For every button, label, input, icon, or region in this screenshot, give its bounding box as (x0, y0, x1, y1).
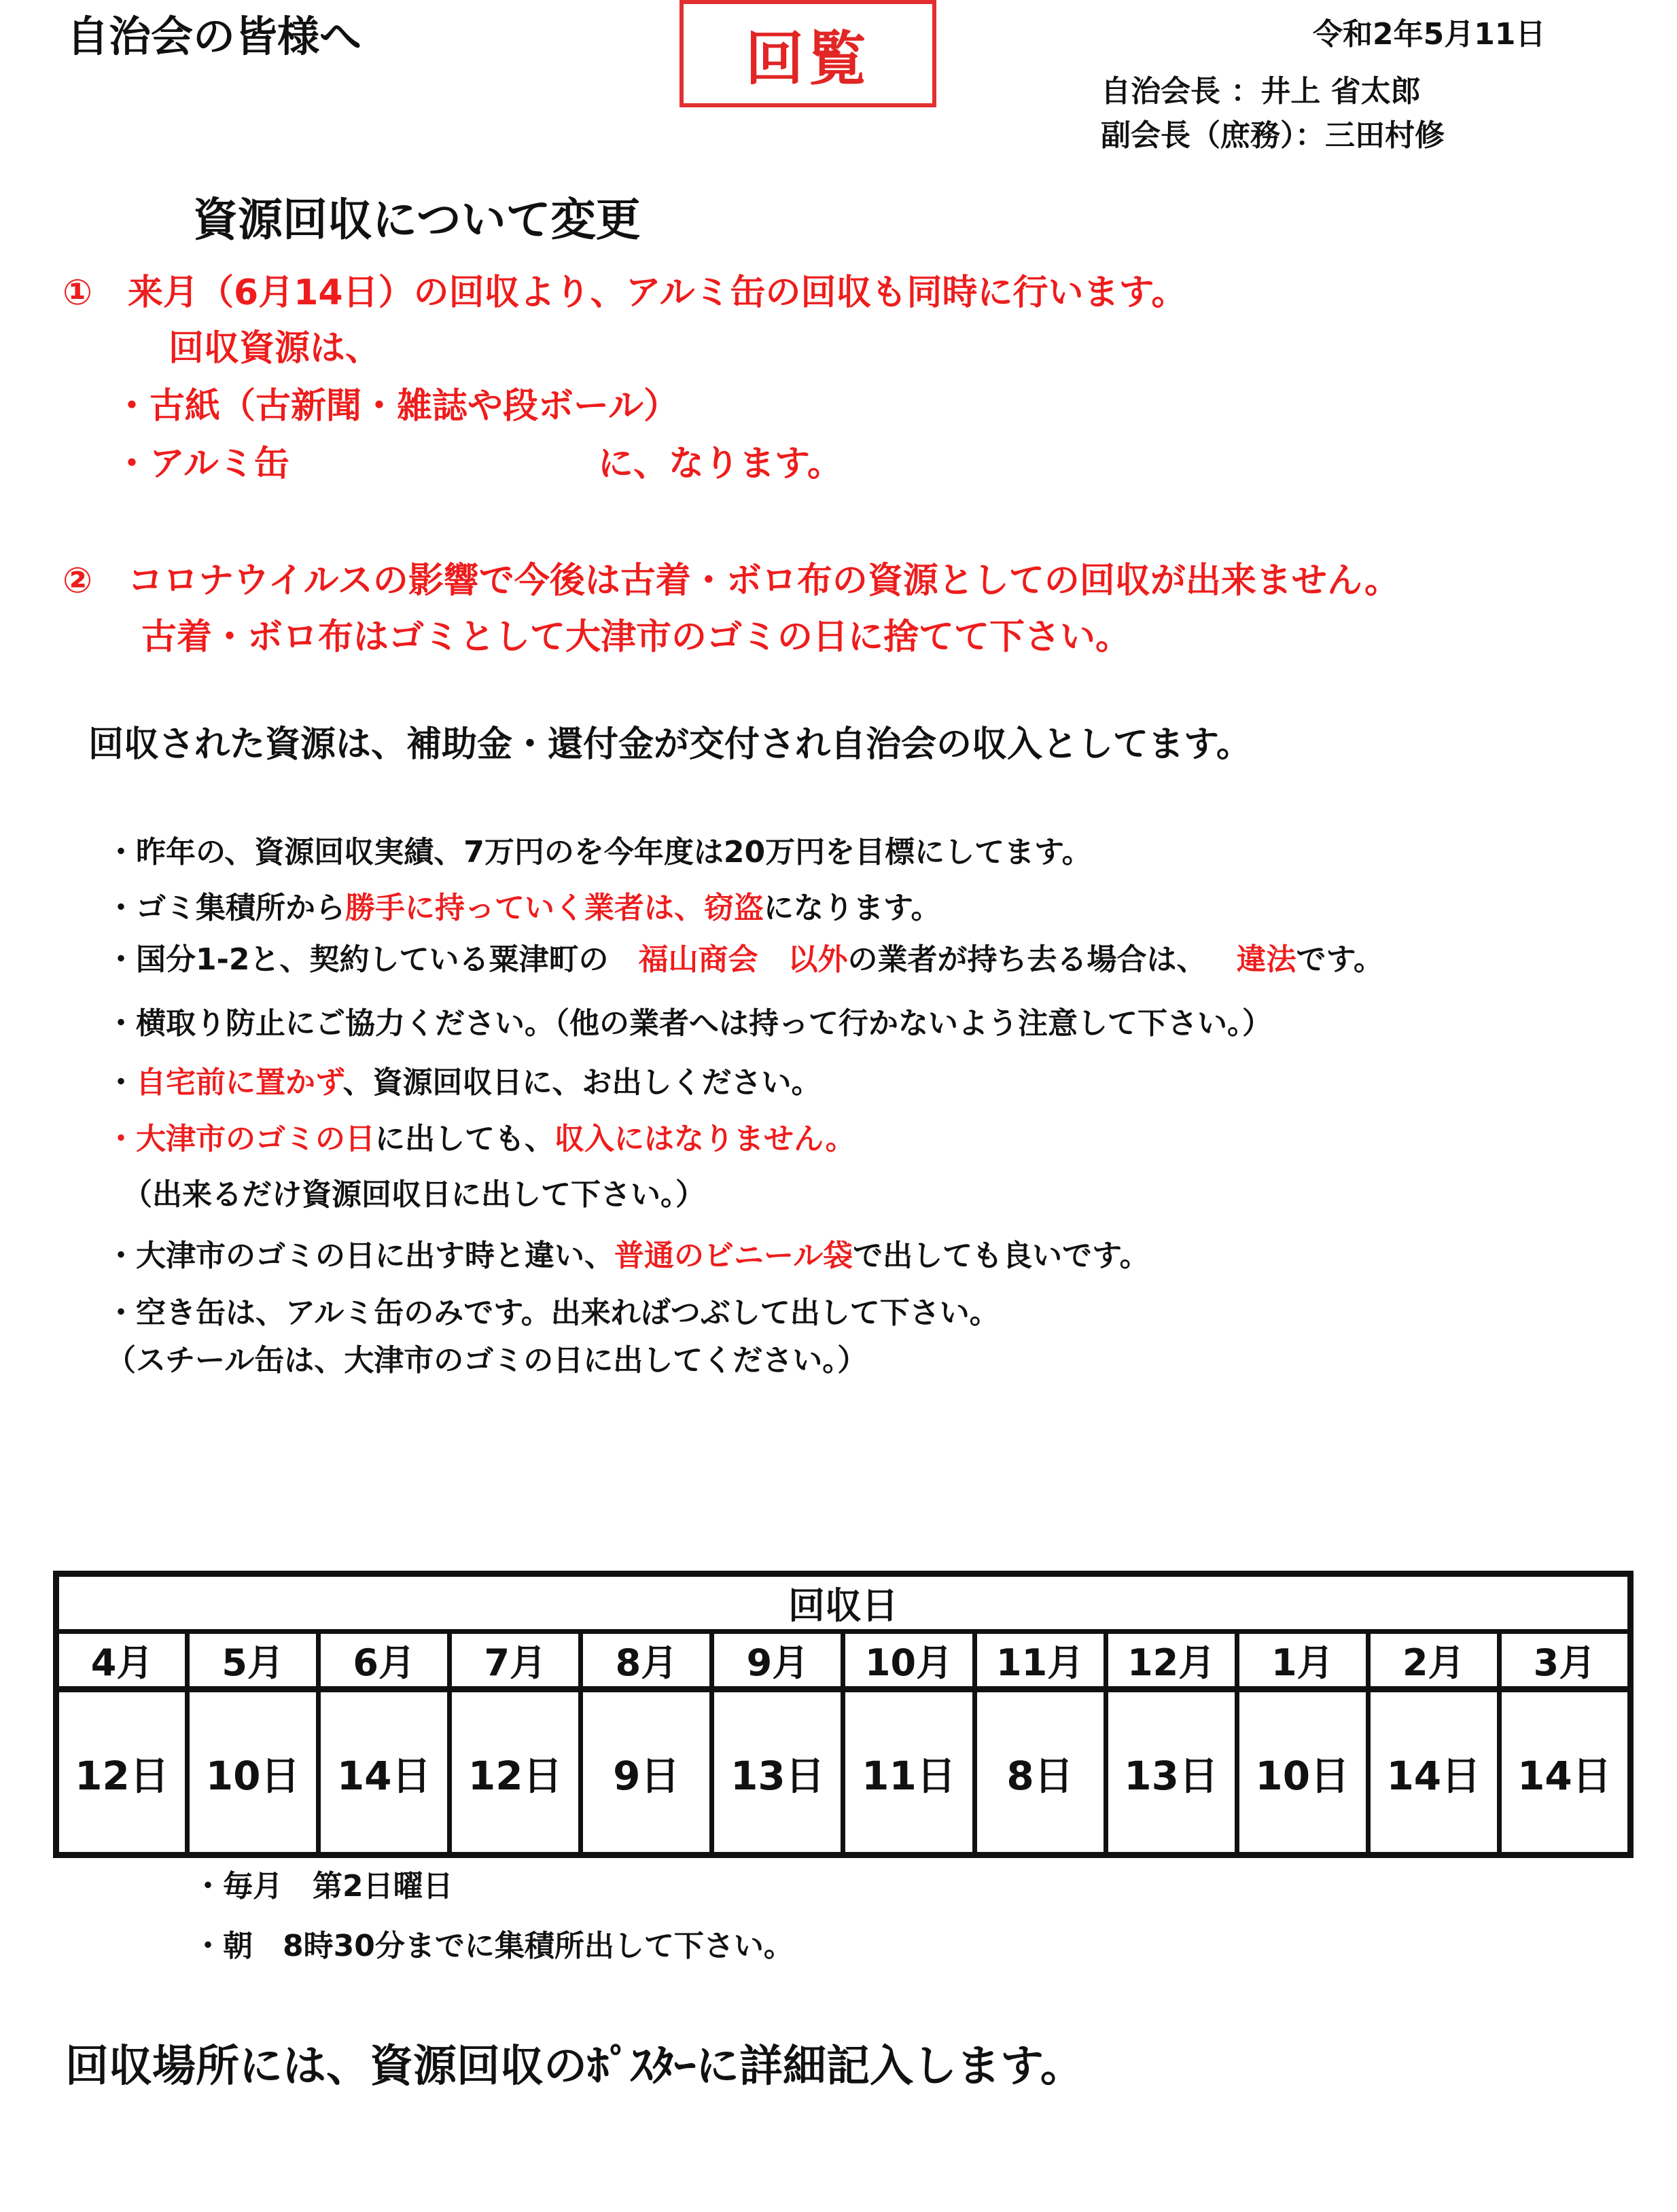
vice-president-name: 副会長（庶務）：三田村修 (1101, 118, 1445, 153)
note-home-part3: 、資源回収日に、お出しください。 (342, 1065, 822, 1100)
stamp-label: 回覧 (745, 25, 870, 93)
month-cell: 12月 (1106, 1632, 1237, 1690)
month-cell: 1月 (1237, 1632, 1368, 1690)
note-theft-part3: になります。 (764, 891, 941, 925)
schedule-time: ・朝 8時30分までに集積所出して下さい。 (193, 1929, 794, 1963)
note-bag (106, 1231, 1150, 1274)
item1-line3: ・古紙（古新聞・雑誌や段ボール） (114, 386, 679, 427)
note-contractor-except: 以外 (788, 942, 848, 977)
day-cell: 10日 (188, 1690, 319, 1855)
month-cell: 3月 (1499, 1632, 1630, 1690)
note-steel-cans: （スチール缶は、大津市のゴミの日に出してください。） (106, 1343, 868, 1378)
item1-line4-right: に、なります。 (598, 444, 843, 484)
calendar-title: 回収日 (56, 1574, 1631, 1632)
day-cell: 12日 (450, 1690, 581, 1855)
day-cell: 8日 (974, 1690, 1106, 1855)
note-no-income-part1: ・大津市のゴミの日 (106, 1122, 375, 1156)
month-cell: 2月 (1368, 1632, 1499, 1690)
page-title: 資源回収について変更 (193, 194, 641, 246)
collection-calendar (53, 1571, 1634, 1858)
item1-line1: ① 来月（6月14日）の回収より、アルミ缶の回収も同時に行います。 (63, 272, 1187, 313)
item2-line1: ② コロナウイルスの影響で今後は古着・ボロ布の資源としての回収が出来ません。 (63, 560, 1400, 601)
note-cans: ・空き缶は、アルミ缶のみです。出来ればつぶして出して下さい。 (106, 1296, 1000, 1330)
note-contractor-part1: ・国分1-2と、契約している粟津町の (106, 942, 609, 977)
notice-date: 令和2年5月11日 (1313, 17, 1546, 52)
month-cell: 5月 (188, 1632, 319, 1690)
item1-line4-left: ・アルミ缶 (114, 444, 289, 484)
note-bag-highlight: 普通のビニール袋 (614, 1238, 853, 1273)
note-theft-part1: ・ゴミ集積所から (106, 891, 345, 925)
note-no-income-warning: 収入にはなりません。 (554, 1122, 855, 1156)
note-bag-part1: ・大津市のゴミの日に出す時と違い、 (106, 1238, 614, 1273)
note-bag-part3: で出しても良いです。 (853, 1238, 1150, 1273)
footer-poster-note: 回収場所には、資源回収のﾎﾟｽﾀｰに詳細記入します。 (65, 2041, 1084, 2092)
day-cell: 10日 (1237, 1690, 1368, 1855)
item2-line2: 古着・ボロ布はゴミとして大津市のゴミの日に捨てて下さい。 (141, 617, 1131, 658)
note-home (106, 1058, 821, 1101)
note-contractor-company: 福山商会 (638, 942, 758, 977)
note-contractor-part4: の業者が持ち去る場合は、 (847, 942, 1207, 977)
note-theft-warning: 勝手に持っていく業者は、窃盗 (345, 891, 764, 925)
circulation-stamp (679, 0, 936, 107)
president-name: 自治会長 ：井上 省太郎 (1101, 74, 1421, 109)
note-no-income-part2: に出しても、 (375, 1122, 554, 1156)
note-home-bullet: ・ (106, 1065, 136, 1100)
day-cell: 14日 (1368, 1690, 1499, 1855)
day-cell: 11日 (843, 1690, 974, 1855)
note-collection-day: （出来るだけ資源回収日に出して下さい。） (122, 1177, 705, 1212)
note-home-warning: 自宅前に置かず (136, 1065, 343, 1100)
month-cell: 4月 (56, 1632, 188, 1690)
note-contractor (106, 935, 1383, 978)
day-cell: 14日 (319, 1690, 450, 1855)
day-cell: 13日 (1106, 1690, 1237, 1855)
day-cell: 12日 (56, 1690, 188, 1855)
item1-line2: 回収資源は、 (169, 328, 381, 369)
note-contractor-part6: です。 (1296, 942, 1383, 977)
day-cell: 9日 (581, 1690, 712, 1855)
schedule-sunday: ・毎月 第2日曜日 (193, 1869, 453, 1904)
note-contractor-illegal: 違法 (1236, 942, 1296, 977)
month-cell: 6月 (319, 1632, 450, 1690)
note-theft (106, 883, 940, 927)
note-cooperation: ・横取り防止にご協力ください。（他の業者へは持って行かないよう注意して下さい。） (106, 1006, 1272, 1041)
note-target: ・昨年の、資源回収実績、7万円のを今年度は20万円を目標にしてます。 (106, 835, 1092, 870)
month-cell: 10月 (843, 1632, 974, 1690)
month-cell: 7月 (450, 1632, 581, 1690)
day-cell: 13日 (712, 1690, 843, 1855)
month-cell: 8月 (581, 1632, 712, 1690)
greeting: 自治会の皆様へ (67, 12, 362, 61)
month-cell: 11月 (974, 1632, 1106, 1690)
income-statement: 回収された資源は、補助金・還付金が交付され自治会の収入としてます。 (88, 724, 1252, 765)
month-cell: 9月 (712, 1632, 843, 1690)
day-cell: 14日 (1499, 1690, 1630, 1855)
note-no-income (106, 1114, 855, 1158)
